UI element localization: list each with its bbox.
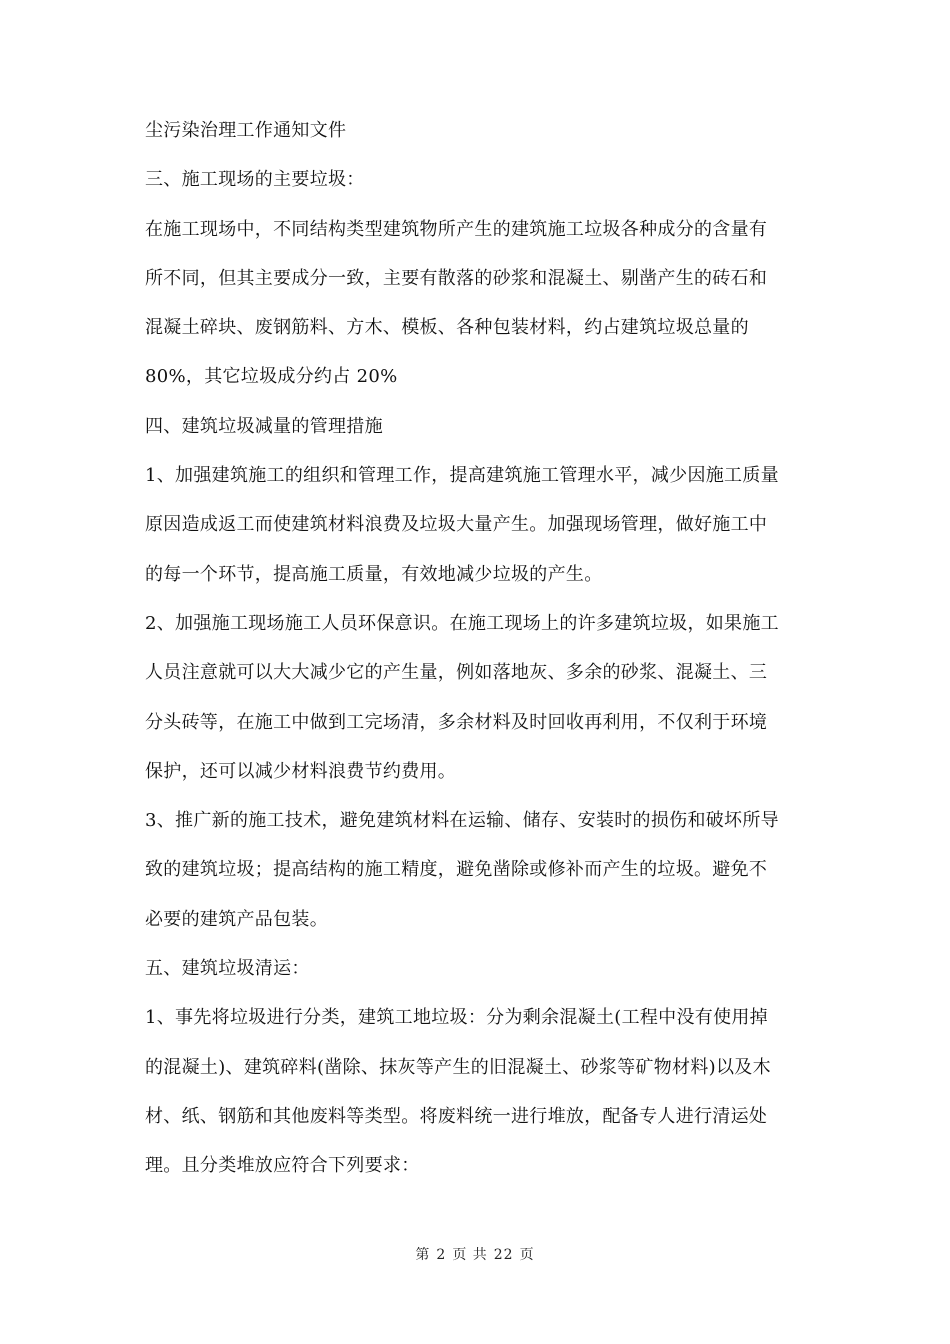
total-pages-number: 22 — [493, 1247, 514, 1263]
current-page-number: 2 — [436, 1247, 447, 1263]
text-line: 人员注意就可以大大减少它的产生量，例如落地灰、多余的砂浆、混凝土、三 — [145, 662, 768, 684]
text-line: 的混凝土)、建筑碎料(凿除、抹灰等产生的旧混凝土、砂浆等矿物材料)以及木 — [145, 1056, 771, 1078]
footer-middle: 页 共 — [452, 1247, 488, 1263]
text-line: 所不同，但其主要成分一致，主要有散落的砂浆和混凝土、剔凿产生的砖石和 — [145, 267, 768, 289]
text-line: 尘污染治理工作通知文件 — [145, 120, 347, 141]
document-body — [145, 106, 810, 1191]
text-line: 必要的建筑产品包装。 — [145, 908, 328, 930]
section-heading: 五、建筑垃圾清运： — [145, 958, 310, 980]
section-heading: 三、施工现场的主要垃圾： — [145, 169, 365, 191]
text-line: 理。且分类堆放应符合下列要求： — [145, 1155, 420, 1177]
text-line: 材、纸、钢筋和其他废料等类型。将废料统一进行堆放，配备专人进行清运处 — [145, 1105, 768, 1127]
footer-prefix: 第 — [415, 1247, 431, 1263]
text-line: 保护，还可以减少材料浪费节约费用。 — [145, 760, 457, 782]
text-line: 混凝土碎块、废钢筋料、方木、模板、各种包装材料，约占建筑垃圾总量的 — [145, 317, 749, 339]
text-line: 分头砖等，在施工中做到工完场清，多余材料及时回收再利用，不仅利于环境 — [145, 711, 768, 733]
text-line: 1、加强建筑施工的组织和管理工作，提高建筑施工管理水平，减少因施工质量 — [145, 465, 779, 487]
page-footer — [0, 1244, 950, 1264]
section-heading: 四、建筑垃圾减量的管理措施 — [145, 415, 383, 437]
text-line: 2、加强施工现场施工人员环保意识。在施工现场上的许多建筑垃圾，如果施工 — [145, 612, 779, 634]
text-line: 3、推广新的施工技术，避免建筑材料在运输、储存、安装时的损伤和破坏所导 — [145, 810, 779, 832]
text-line: 1、事先将垃圾进行分类，建筑工地垃圾：分为剩余混凝土(工程中没有使用掉 — [145, 1007, 768, 1029]
text-line: 80%，其它垃圾成分约占 20% — [145, 366, 398, 388]
text-line: 的每一个环节，提高施工质量，有效地减少垃圾的产生。 — [145, 563, 603, 585]
text-line: 在施工现场中，不同结构类型建筑物所产生的建筑施工垃圾各种成分的含量有 — [145, 218, 768, 240]
text-line: 原因造成返工而使建筑材料浪费及垃圾大量产生。加强现场管理，做好施工中 — [145, 514, 768, 536]
text-line: 致的建筑垃圾；提高结构的施工精度，避免凿除或修补而产生的垃圾。避免不 — [145, 859, 768, 881]
footer-suffix: 页 — [519, 1247, 535, 1263]
